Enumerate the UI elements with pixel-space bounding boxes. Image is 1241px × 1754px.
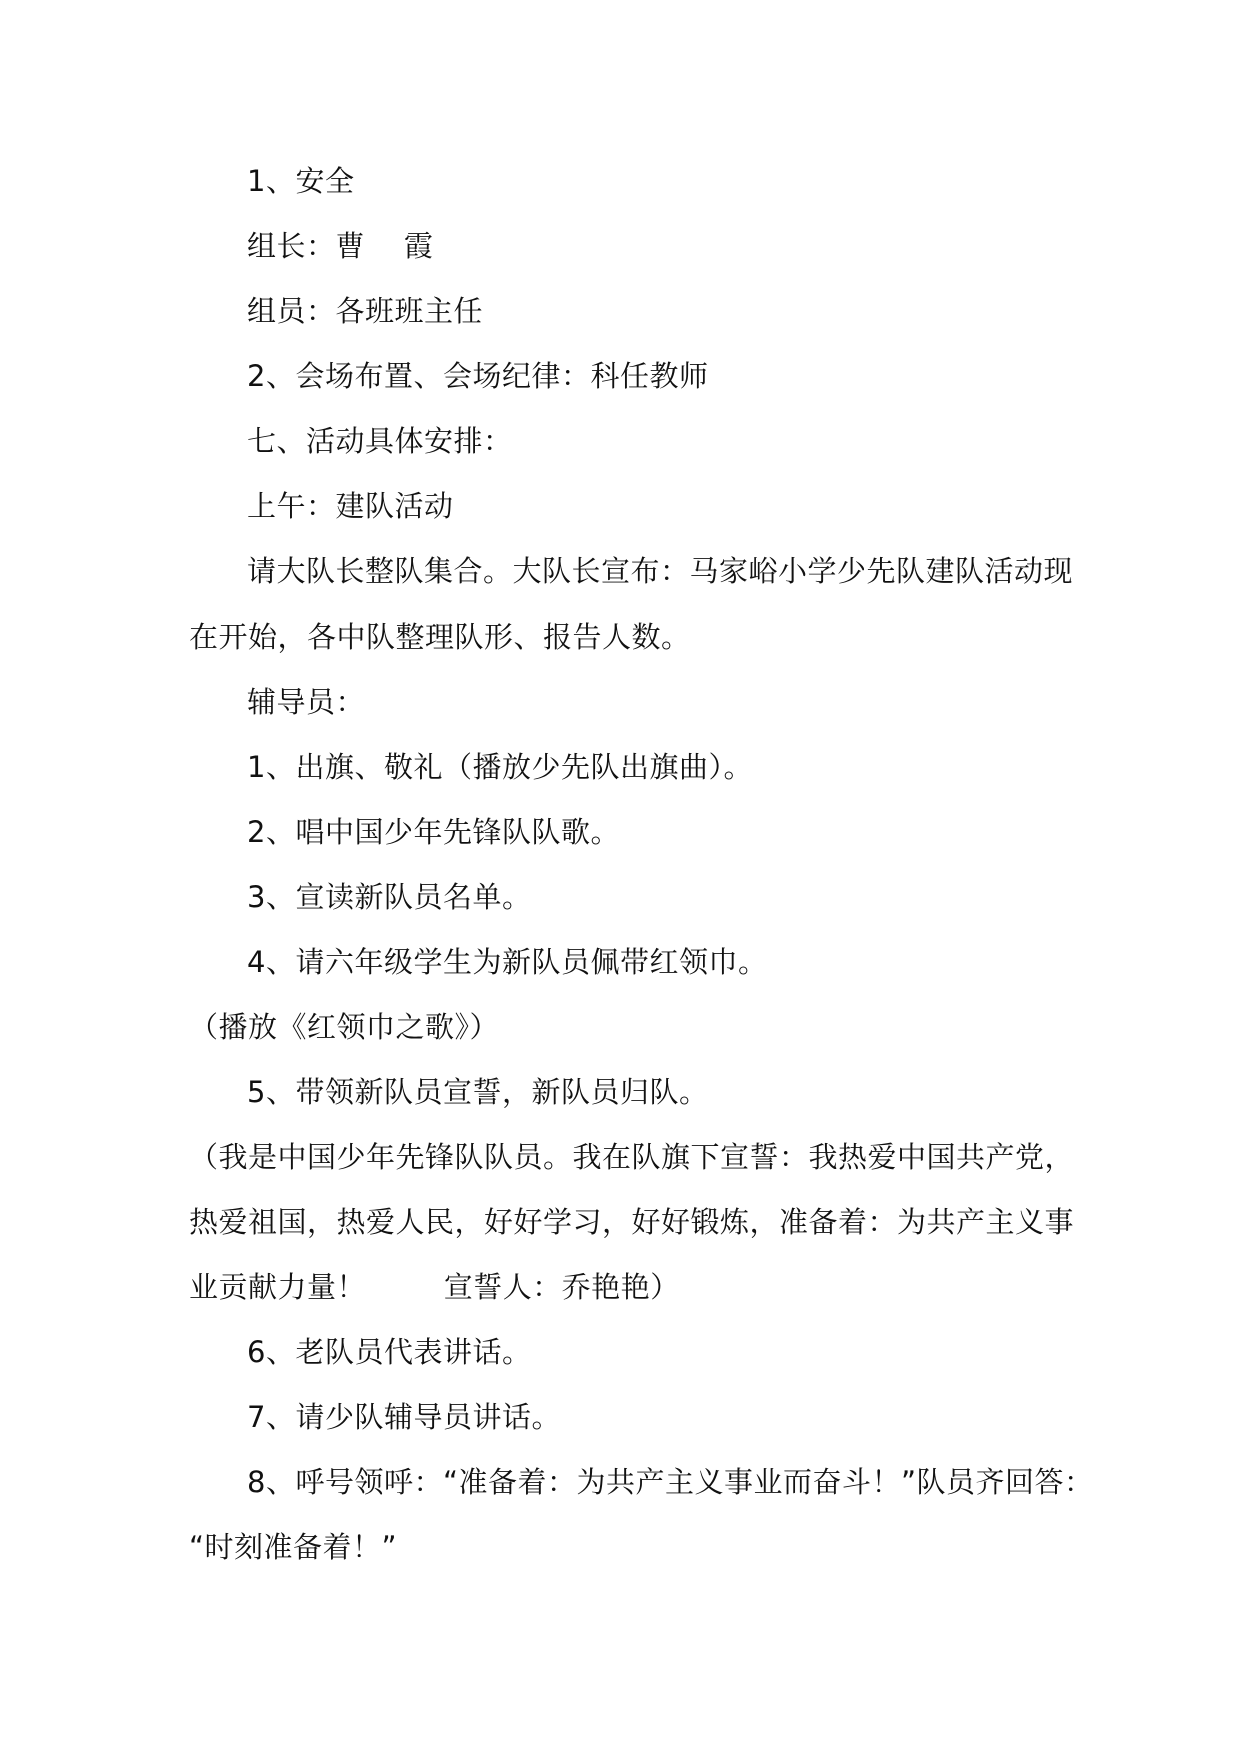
text-line: 2、唱中国少年先锋队队歌。 [247, 815, 620, 849]
text-line: 请大队长整队集合。大队长宣布：马家峪小学少先队建队活动现 [247, 554, 1074, 588]
text-line: 热爱祖国，热爱人民，好好学习，好好锻炼，准备着：为共产主义事 [189, 1205, 1075, 1239]
text-line: 6、老队员代表讲话。 [247, 1335, 532, 1369]
text-line: 在开始，各中队整理队形、报告人数。 [189, 620, 691, 654]
text-line: 七、活动具体安排： [247, 424, 513, 458]
text-line: （我是中国少年先锋队队员。我在队旗下宣誓：我热爱中国共产党， [189, 1140, 1075, 1174]
text-line: （播放《红领巾之歌》） [189, 1010, 500, 1044]
text-line: 7、请少队辅导员讲话。 [247, 1400, 561, 1434]
text-line: 组长：曹 霞 [247, 229, 434, 263]
text-line: 8、呼号领呼：“准备着：为共产主义事业而奋斗！”队员齐回答： [247, 1465, 1094, 1499]
text-line: 上午：建队活动 [247, 489, 454, 523]
text-line: 2、会场布置、会场纪律：科任教师 [247, 359, 709, 393]
text-line: 组员：各班班主任 [247, 294, 484, 328]
text-line: 4、请六年级学生为新队员佩带红领巾。 [247, 945, 768, 979]
text-line: 3、宣读新队员名单。 [247, 880, 532, 914]
text-line: 1、安全 [247, 164, 355, 198]
text-line: 5、带领新队员宣誓，新队员归队。 [247, 1075, 709, 1109]
text-line: 1、出旗、敬礼（播放少先队出旗曲）。 [247, 750, 753, 784]
text-line: “时刻准备着！” [189, 1530, 398, 1564]
text-line: 业贡献力量！ 宣誓人：乔艳艳） [189, 1270, 680, 1304]
text-line: 辅导员： [247, 685, 366, 719]
